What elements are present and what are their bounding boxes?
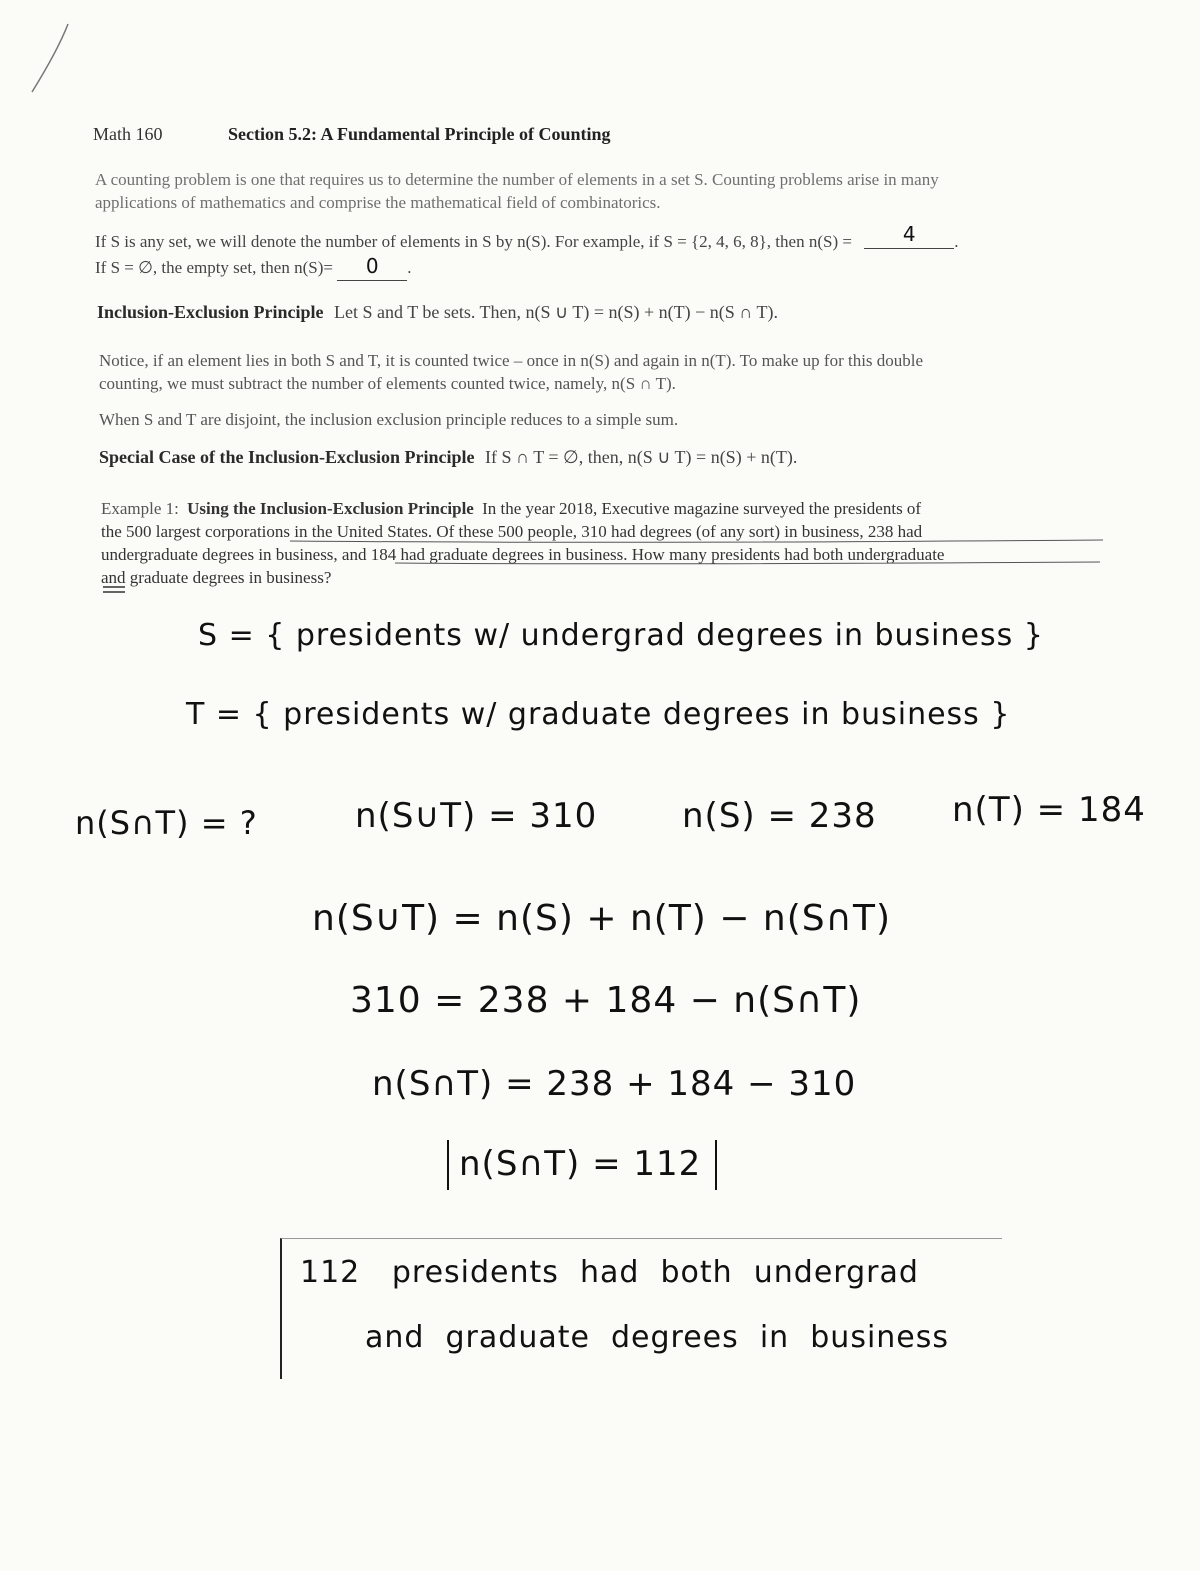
handwritten-answer-line-1: 112 presidents had both undergrad [300,1255,919,1290]
section-title: Section 5.2: A Fundamental Principle of Counting [228,124,611,144]
intro-line-1: A counting problem is one that requires us to determine the number of elements in a set S. Counting problems arise in many [95,170,939,189]
example-line-4: and graduate degrees in business? [101,568,332,587]
course-label: Math 160 [93,124,163,144]
handwritten-set-t: T = { presidents w/ graduate degrees in business } [186,697,1011,732]
answer-blank-empty-set: 0 [337,255,407,281]
handwritten-given-union: n(S∪T) = 310 [355,796,598,836]
handwritten-substituted: 310 = 238 + 184 − n(S∩T) [350,980,862,1021]
special-case-heading: Special Case of the Inclusion-Exclusion Principle [99,447,475,467]
intro-paragraph [95,168,1110,214]
example-line-2: the 500 largest corporations in the United States. Of these 500 people, 310 had degrees (of any sort) in business, 238 had [101,522,923,541]
notation-paragraph: If S is any set, we will denote the number of elements in S by n(S). For example, if S = {2, 4, 6, 8}, then n(S) = 4 . If S = ∅, the empty set, then n(S)= 0 . [95,229,1110,281]
notice-paragraph [99,349,1109,395]
principle-text: Let S and T be sets. Then, n(S ∪ T) = n(S) + n(T) − n(S ∩ T). [334,302,778,322]
handwritten-unknown: n(S∩T) = ? [75,804,258,842]
answer-blank-n-of-s: 4 [864,223,954,249]
principle-heading: Inclusion-Exclusion Principle [97,302,324,322]
example-heading: Using the Inclusion-Exclusion Principle [187,499,474,518]
notation-line-2: If S = ∅, the empty set, then n(S)= [95,258,333,277]
handwritten-answer-line-2: and graduate degrees in business [365,1320,950,1355]
special-case-statement [99,447,797,468]
handwritten-given-t: n(T) = 184 [952,790,1146,830]
notation-line-1: If S is any set, we will denote the number of elements in S by n(S). For example, if S = {2, 4, 6, 8}, then n(S) = [95,232,852,251]
example-line-3: undergraduate degrees in business, and 184 had graduate degrees in business. How many presidents had both undergraduate [101,545,945,564]
handwritten-formula: n(S∪T) = n(S) + n(T) − n(S∩T) [312,898,892,939]
special-case-text: If S ∩ T = ∅, then, n(S ∪ T) = n(S) + n(T). [485,447,798,467]
notice-line-2: counting, we must subtract the number of elements counted twice, namely, n(S ∩ T). [99,374,676,393]
notice-line-1: Notice, if an element lies in both S and T, it is counted twice – once in n(S) and again in n(T). To make up for this double [99,351,924,370]
example-label: Example 1: [101,499,179,518]
pen-stroke-mark [20,20,80,100]
handwritten-set-s: S = { presidents w/ undergrad degrees in business } [198,618,1044,653]
disjoint-sentence: When S and T are disjoint, the inclusion exclusion principle reduces to a simple sum. [99,410,679,429]
example-underline-marks [95,535,1115,605]
handwritten-result: n(S∩T) = 112 [459,1144,702,1184]
handwritten-given-s: n(S) = 238 [682,796,877,836]
principle-statement [97,302,778,323]
example-line-1: In the year 2018, Executive magazine surveyed the presidents of [482,499,922,518]
boxed-result [447,1140,717,1190]
intro-line-2: applications of mathematics and comprise the mathematical field of combinatorics. [95,193,661,212]
handwritten-solve: n(S∩T) = 238 + 184 − 310 [372,1064,857,1104]
